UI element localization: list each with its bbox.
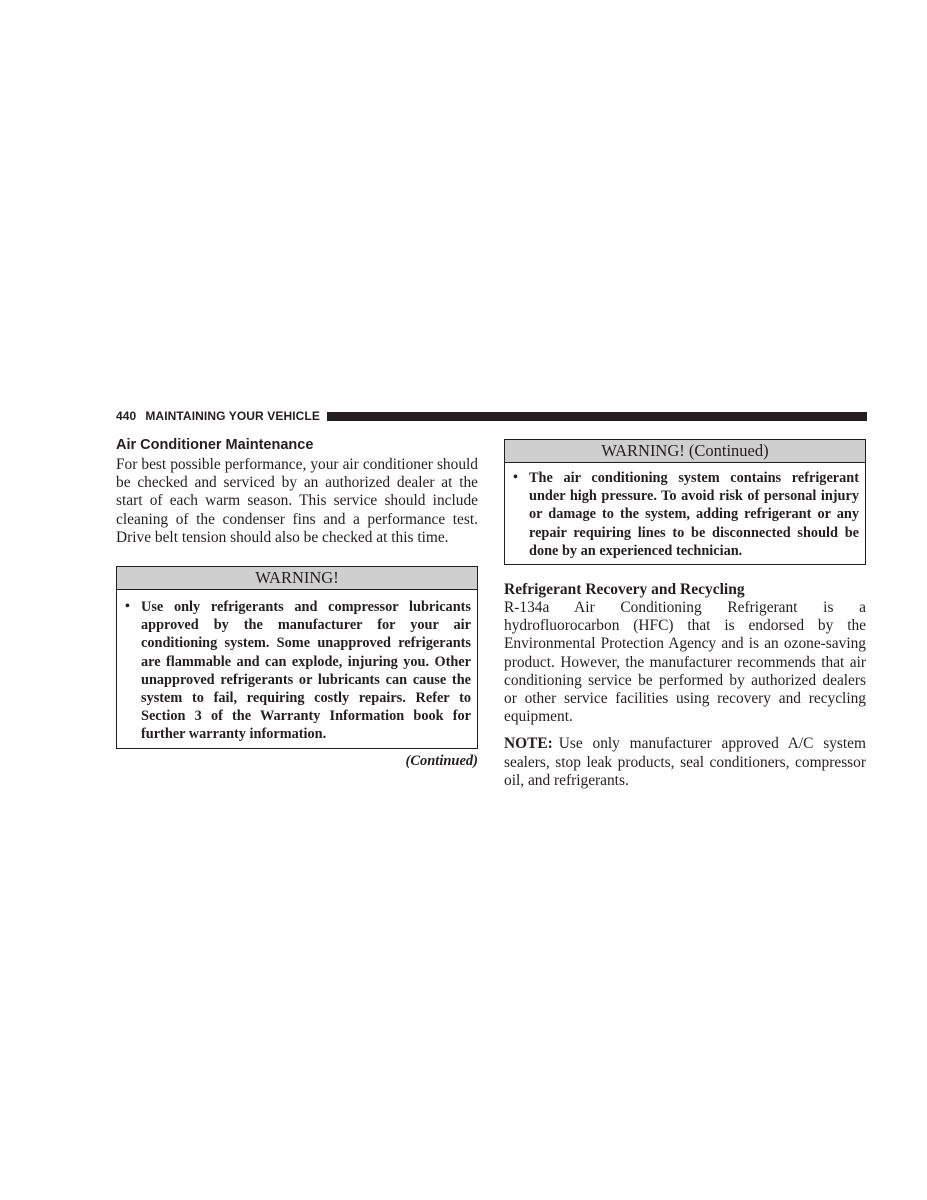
bullet-icon: • (513, 470, 518, 485)
header-rule (327, 412, 867, 421)
warning-title: WARNING! (117, 567, 477, 590)
left-column (116, 436, 478, 770)
section-title: MAINTAINING YOUR VEHICLE (145, 409, 320, 423)
warning-box (116, 566, 478, 749)
warning-continued-text: The air conditioning system contains refrigerant under high pressure. To avoid risk of personal injury or damage to the system, adding refrigerant or any repair requiring lines to be disconnected should be done by an experienced technician. (529, 470, 859, 559)
note-label: NOTE: (504, 735, 553, 753)
warning-text: Use only refrigerants and compressor lubricants approved by the manufacturer for your air conditioning system. Some unapproved refrigerants are flammable and can explode, injuring you. Other unapproved refrigerants or lubricants can cause the system to fail, requiring costly repairs. Refer to Section 3 of the Warranty Information book for further warranty information. (141, 599, 471, 743)
ac-maintenance-paragraph: For best possible performance, your air conditioner should be checked and serviced by an authorized dealer at the start of each warm season. This service should include cleaning of the condenser fins and a performance test. Drive belt tension should also be checked at this time. (116, 456, 478, 546)
warning-continued-title: WARNING! (Continued) (505, 440, 865, 463)
refrigerant-recovery-heading: Refrigerant Recovery and Recycling (504, 581, 745, 599)
warning-item (117, 590, 477, 748)
bullet-icon: • (125, 599, 130, 615)
note-paragraph (504, 735, 866, 790)
page-header (116, 407, 867, 425)
warning-continued-item (505, 463, 865, 564)
right-column (504, 436, 866, 790)
ac-maintenance-heading: Air Conditioner Maintenance (116, 437, 314, 453)
warning-continued-box (504, 439, 866, 565)
continued-label: (Continued) (405, 752, 478, 769)
note-text: Use only manufacturer approved A/C system sealers, stop leak products, seal conditioners, compressor oil, and refrigerants. (504, 735, 866, 789)
refrigerant-recovery-paragraph: R-134a Air Conditioning Refrigerant is a hydrofluorocarbon (HFC) that is endorsed by the Environmental Protection Agency and is an ozone-saving product. However, the manufacturer recommends that air conditioning service be performed by authorized dealers or other service facilities using recovery and recycling equipment. (504, 599, 866, 726)
page-number: 440 (116, 409, 137, 423)
